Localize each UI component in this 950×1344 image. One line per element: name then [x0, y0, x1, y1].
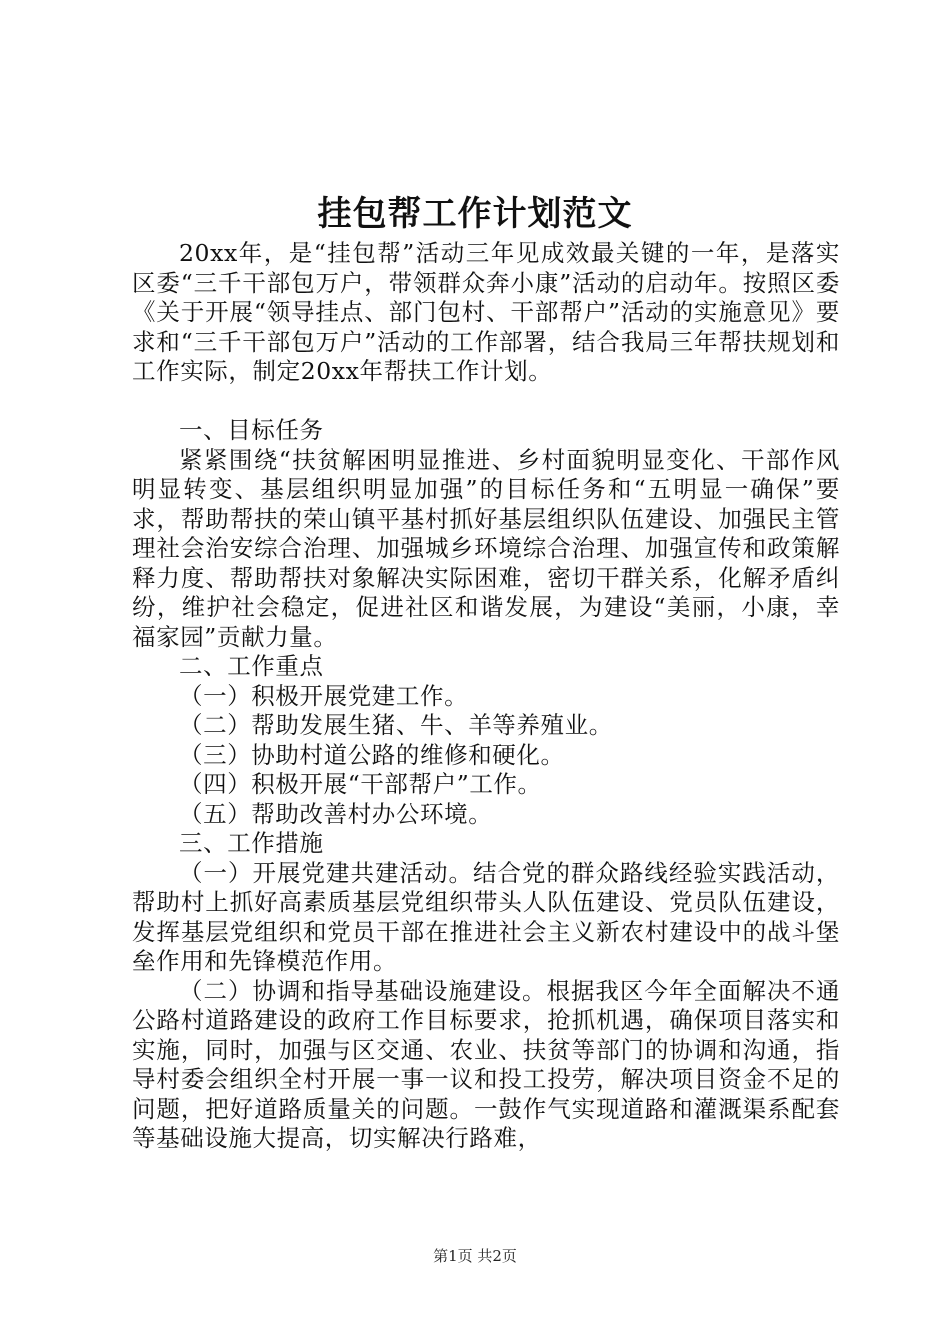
paragraph-spacer: [132, 387, 840, 417]
focus-item: （五）帮助改善村办公环境。: [179, 799, 493, 828]
measures-paragraph: （一）开展党建共建活动。结合党的群众路线经验实践活动，帮助村上抓好高素质基层党组织带头人队伍建设、党员队伍建设，发挥基层党组织和党员干部在推进社会主义新农村建设中的战斗堡垒作用和先锋模范作用。: [132, 858, 840, 975]
focus-item: （一）积极开展党建工作。: [179, 681, 469, 710]
page-title: 挂包帮工作计划范文: [317, 194, 633, 234]
measures-paragraph: （二）协调和指导基础设施建设。根据我区今年全面解决不通公路村道路建设的政府工作目标要求，抢抓机遇，确保项目落实和实施，同时，加强与区交通、农业、扶贫等部门的协调和沟通，指导村委会组织全村开展一事一议和投工投劳，解决项目资金不足的问题，把好道路质量关的问题。一鼓作气实现道路和灌溉渠系配套等基础设施大提高，切实解决行路难，: [132, 976, 840, 1152]
focus-item: （二）帮助发展生猪、牛、羊等养殖业。: [179, 711, 613, 739]
section-heading-goals: 一、目标任务: [179, 416, 324, 444]
page-number-footer: 第1页 共2页: [433, 1247, 517, 1265]
intro-paragraph: 20xx年，是“挂包帮”活动三年见成效最关键的一年，是落实区委“三千干部包万户，带领群众奔小康”活动的启动年。按照区委《关于开展“领导挂点、部门包村、干部帮户”活动的实施意见》要求和“三千干部包万户”活动的工作部署，结合我局三年帮扶规划和工作实际，制定20xx年帮扶工作计划。: [132, 239, 840, 385]
goals-paragraph: 紧紧围绕“扶贫解困明显推进、乡村面貌明显变化、干部作风明显转变、基层组织明显加强”的目标任务和“五明显一确保”要求，帮助帮扶的荣山镇平基村抓好基层组织队伍建设、加强民主管理社会治安综合治理、加强城乡环境综合治理、加强宣传和政策解释力度、帮助帮扶对象解决实际困难，密切干群关系，化解矛盾纠纷，维护社会稳定，促进社区和谐发展，为建设“美丽，小康，幸福家园”贡献力量。: [132, 445, 840, 651]
section-heading-measures: 三、工作措施: [179, 829, 324, 857]
section-heading-focus: 二、工作重点: [179, 652, 324, 680]
focus-item: （四）积极开展“干部帮户”工作。: [179, 770, 542, 798]
focus-item: （三）协助村道公路的维修和硬化。: [179, 740, 565, 769]
document-body: [132, 239, 840, 1154]
